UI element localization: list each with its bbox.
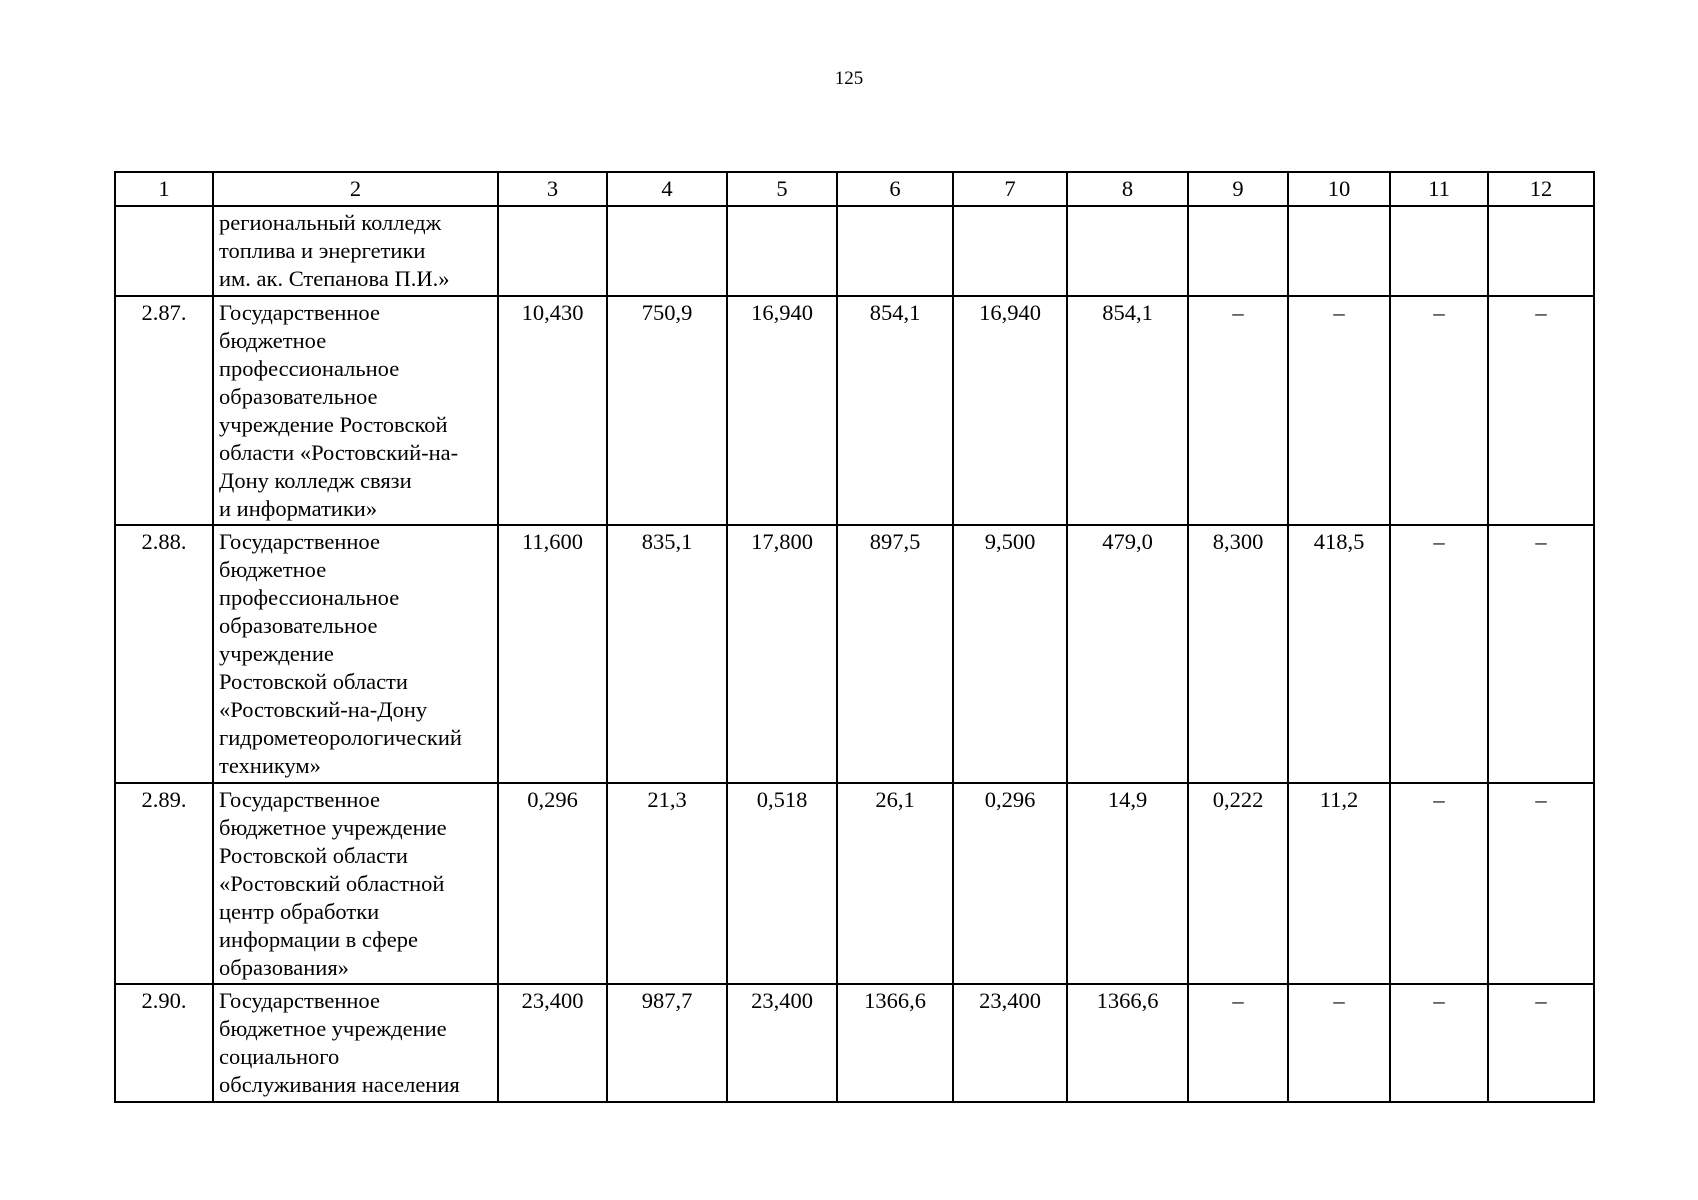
value-cell <box>1488 206 1594 296</box>
value-cell: – <box>1488 296 1594 525</box>
value-cell: 14,9 <box>1067 783 1188 984</box>
value-cell: 23,400 <box>498 984 607 1102</box>
value-cell: 23,400 <box>727 984 837 1102</box>
value-cell <box>837 206 953 296</box>
value-cell <box>727 206 837 296</box>
value-cell <box>498 206 607 296</box>
value-cell: 1366,6 <box>837 984 953 1102</box>
value-cell: 17,800 <box>727 525 837 783</box>
value-cell: 21,3 <box>607 783 727 984</box>
column-header: 9 <box>1188 172 1288 206</box>
value-cell <box>1288 206 1390 296</box>
value-cell: 0,222 <box>1188 783 1288 984</box>
table-row <box>115 296 1594 525</box>
value-cell: 987,7 <box>607 984 727 1102</box>
column-header: 1 <box>115 172 213 206</box>
value-cell <box>1390 206 1488 296</box>
row-number-cell <box>115 206 213 296</box>
row-number-cell: 2.90. <box>115 984 213 1102</box>
value-cell: 23,400 <box>953 984 1067 1102</box>
value-cell: 854,1 <box>1067 296 1188 525</box>
header-row <box>115 172 1594 206</box>
institution-name-cell: Государственное бюджетное учреждение социального обслуживания населения <box>213 984 498 1102</box>
column-header: 6 <box>837 172 953 206</box>
value-cell: 835,1 <box>607 525 727 783</box>
value-cell: – <box>1488 984 1594 1102</box>
value-cell <box>953 206 1067 296</box>
value-cell: 11,600 <box>498 525 607 783</box>
value-cell: – <box>1288 984 1390 1102</box>
row-number-cell: 2.89. <box>115 783 213 984</box>
institution-name-cell: Государственное бюджетное профессиональное образовательное учреждение Ростовской области «Ростовский-на-Дону гидрометеорологический техникум» <box>213 525 498 783</box>
column-header: 8 <box>1067 172 1188 206</box>
table-row-continuation <box>115 206 1594 296</box>
value-cell: – <box>1188 296 1288 525</box>
value-cell: 9,500 <box>953 525 1067 783</box>
table-row <box>115 984 1594 1102</box>
column-header: 12 <box>1488 172 1594 206</box>
data-table <box>114 171 1595 1103</box>
value-cell: 26,1 <box>837 783 953 984</box>
value-cell: 854,1 <box>837 296 953 525</box>
value-cell: 1366,6 <box>1067 984 1188 1102</box>
column-header: 10 <box>1288 172 1390 206</box>
value-cell: 8,300 <box>1188 525 1288 783</box>
row-number-cell: 2.88. <box>115 525 213 783</box>
value-cell: 479,0 <box>1067 525 1188 783</box>
value-cell: – <box>1390 984 1488 1102</box>
value-cell: 11,2 <box>1288 783 1390 984</box>
value-cell: 10,430 <box>498 296 607 525</box>
value-cell: 418,5 <box>1288 525 1390 783</box>
institution-name-cell: Государственное бюджетное учреждение Ростовской области «Ростовский областной центр обработки информации в сфере образования» <box>213 783 498 984</box>
page-number: 125 <box>834 68 864 89</box>
column-header: 5 <box>727 172 837 206</box>
value-cell: – <box>1488 525 1594 783</box>
column-header: 2 <box>213 172 498 206</box>
value-cell: 750,9 <box>607 296 727 525</box>
value-cell: – <box>1390 525 1488 783</box>
value-cell <box>607 206 727 296</box>
value-cell: – <box>1390 296 1488 525</box>
column-header: 4 <box>607 172 727 206</box>
value-cell: – <box>1390 783 1488 984</box>
value-cell: – <box>1288 296 1390 525</box>
value-cell: – <box>1188 984 1288 1102</box>
value-cell: 16,940 <box>727 296 837 525</box>
value-cell: 0,296 <box>498 783 607 984</box>
value-cell: – <box>1488 783 1594 984</box>
column-header: 11 <box>1390 172 1488 206</box>
value-cell: 16,940 <box>953 296 1067 525</box>
column-header: 7 <box>953 172 1067 206</box>
value-cell: 897,5 <box>837 525 953 783</box>
value-cell <box>1067 206 1188 296</box>
value-cell <box>1188 206 1288 296</box>
value-cell: 0,518 <box>727 783 837 984</box>
value-cell: 0,296 <box>953 783 1067 984</box>
column-header: 3 <box>498 172 607 206</box>
institution-name-cell: Государственное бюджетное профессиональное образовательное учреждение Ростовской области «Ростовский-на- Дону колледж связи и информатики» <box>213 296 498 525</box>
table-row <box>115 783 1594 984</box>
table-row <box>115 525 1594 783</box>
row-number-cell: 2.87. <box>115 296 213 525</box>
institution-name-cell: региональный колледж топлива и энергетики им. ак. Степанова П.И.» <box>213 206 498 296</box>
